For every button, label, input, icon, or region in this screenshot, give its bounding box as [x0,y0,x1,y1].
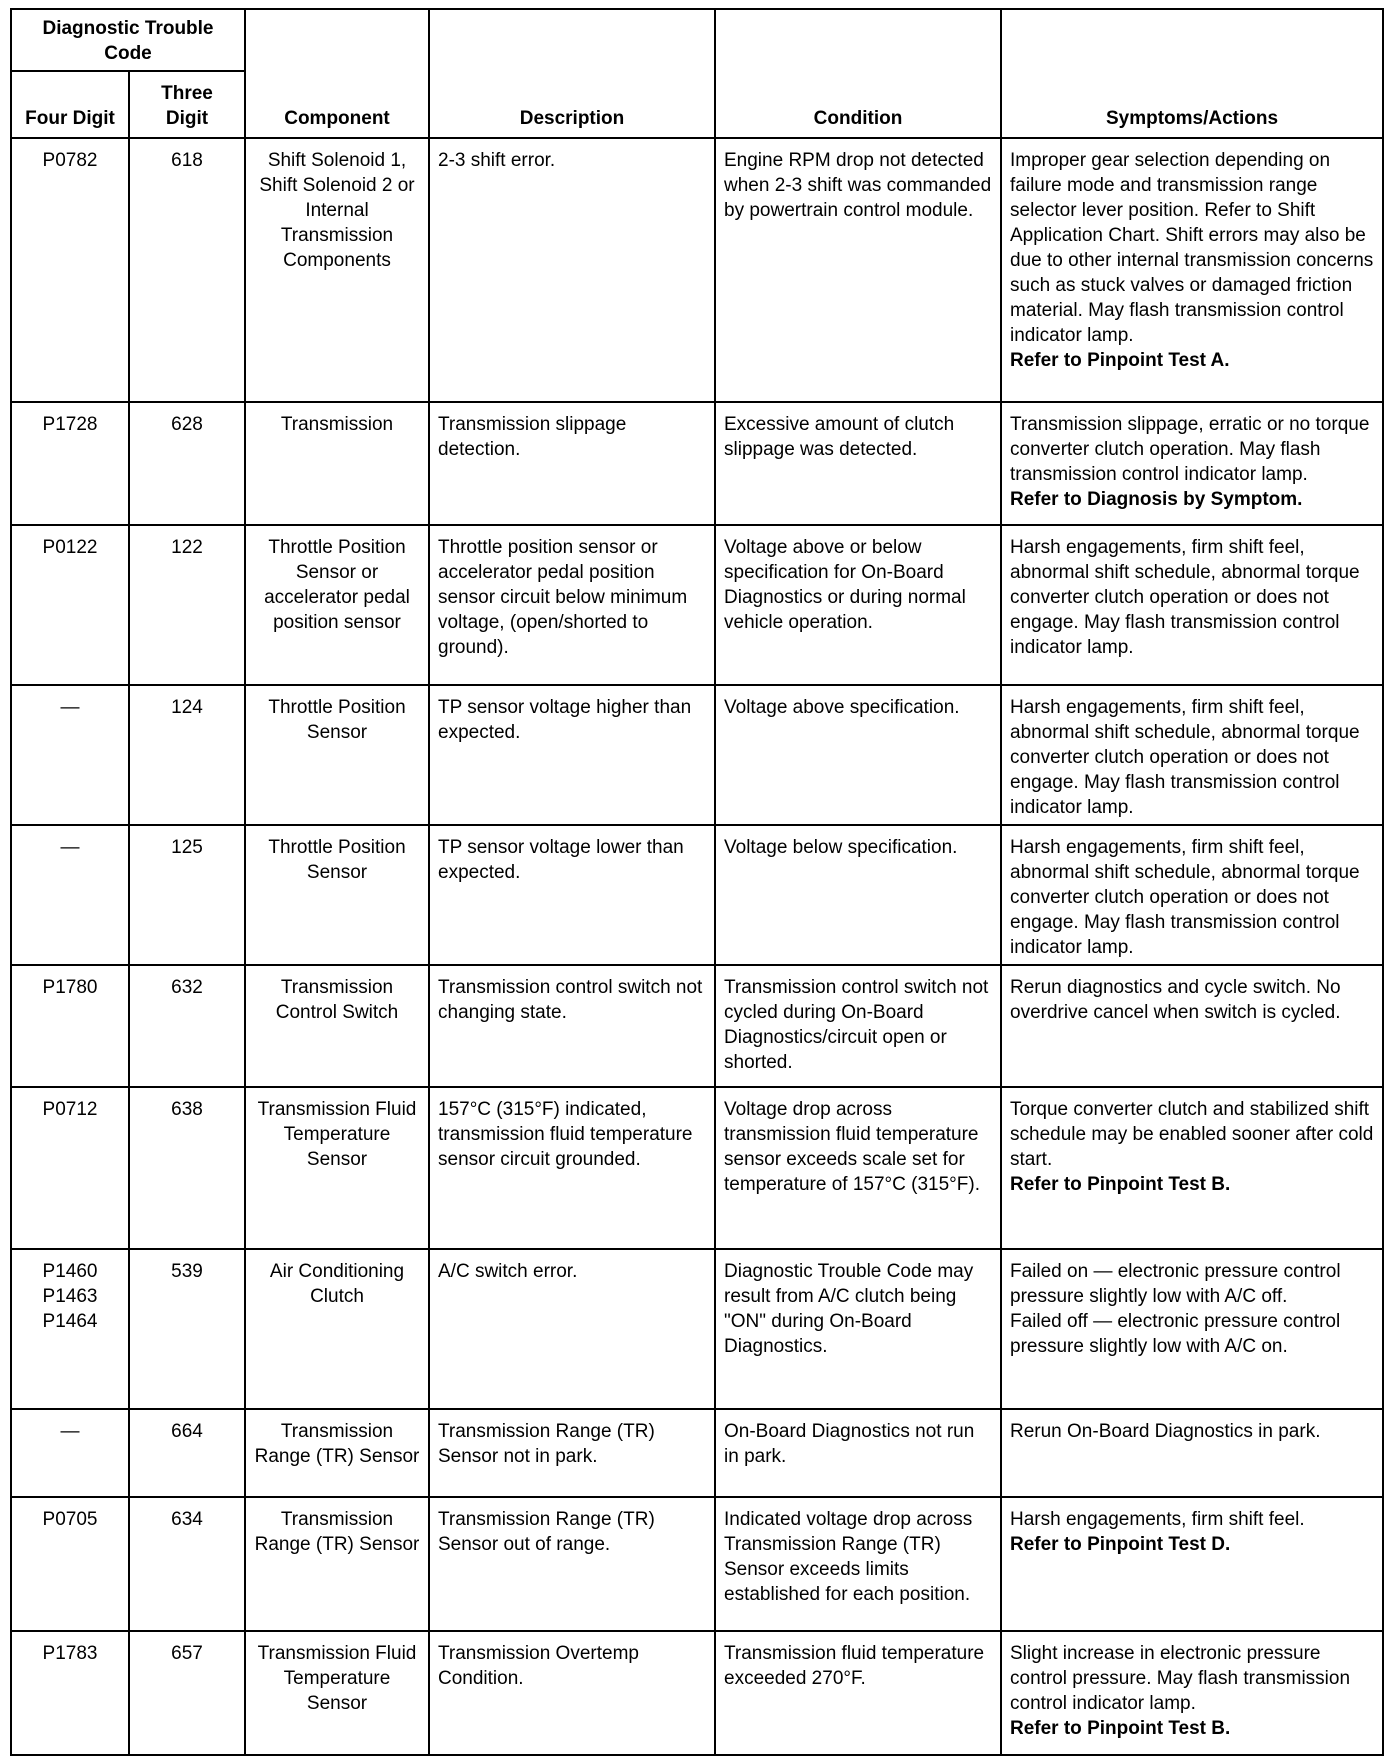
four-digit-code-cell: P1783 [11,1631,129,1755]
three-digit-code-cell: 539 [129,1249,245,1409]
condition-cell: Voltage below specification. [715,825,1001,965]
symptoms-text: Harsh engagements, firm shift feel, abnormal shift schedule, abnormal torque converter clutch operation or does not engage. May flash transmission control indicator lamp. [1010,537,1360,658]
table-row [11,685,1383,825]
three-digit-code-cell: 632 [129,965,245,1087]
action-reference: Refer to Pinpoint Test B. [1010,1174,1231,1195]
component-cell: Transmission Range (TR) Sensor [245,1497,429,1631]
symptoms-actions-cell [1001,825,1383,965]
component-cell: Transmission [245,402,429,525]
four-digit-code-cell: — [11,685,129,825]
symptoms-actions-cell [1001,1497,1383,1631]
table-row [11,402,1383,525]
symptoms-actions-cell [1001,525,1383,685]
component-cell: Throttle Position Sensor or accelerator pedal position sensor [245,525,429,685]
header-three-digit: Three Digit [129,71,245,138]
component-cell: Transmission Control Switch [245,965,429,1087]
symptoms-actions-cell [1001,402,1383,525]
description-cell: Transmission Range (TR) Sensor not in park. [429,1409,715,1497]
three-digit-code-cell: 618 [129,138,245,402]
condition-cell: Voltage above specification. [715,685,1001,825]
header-dtc-group: Diagnostic Trouble Code [11,9,245,71]
three-digit-code-cell: 634 [129,1497,245,1631]
condition-cell: Voltage above or below specification for On-Board Diagnostics or during normal vehicle operation. [715,525,1001,685]
action-reference: Refer to Pinpoint Test B. [1010,1718,1231,1739]
header-symptoms: Symptoms/Actions [1001,9,1383,138]
table-row [11,138,1383,402]
component-cell: Air Conditioning Clutch [245,1249,429,1409]
four-digit-code-cell: P0705 [11,1497,129,1631]
component-cell: Shift Solenoid 1, Shift Solenoid 2 or Internal Transmission Components [245,138,429,402]
description-cell: TP sensor voltage lower than expected. [429,825,715,965]
header-condition: Condition [715,9,1001,138]
condition-cell: On-Board Diagnostics not run in park. [715,1409,1001,1497]
description-cell: Transmission Range (TR) Sensor out of range. [429,1497,715,1631]
condition-cell: Transmission fluid temperature exceeded 270°F. [715,1631,1001,1755]
table-row [11,1497,1383,1631]
component-cell: Throttle Position Sensor [245,685,429,825]
symptoms-actions-cell [1001,1631,1383,1755]
condition-cell: Indicated voltage drop across Transmission Range (TR) Sensor exceeds limits established for each position. [715,1497,1001,1631]
symptoms-actions-cell [1001,965,1383,1087]
three-digit-code-cell: 638 [129,1087,245,1249]
description-cell: Transmission control switch not changing state. [429,965,715,1087]
symptoms-text: Harsh engagements, firm shift feel. [1010,1509,1305,1530]
three-digit-code-cell: 125 [129,825,245,965]
component-cell: Transmission Fluid Temperature Sensor [245,1631,429,1755]
header-component: Component [245,9,429,138]
table-body [11,138,1383,1755]
four-digit-code-cell: P0712 [11,1087,129,1249]
condition-cell: Engine RPM drop not detected when 2-3 shift was commanded by powertrain control module. [715,138,1001,402]
symptoms-text: Improper gear selection depending on failure mode and transmission range selector lever position. Refer to Shift Application Chart. Shift errors may also be due to other internal transmission concerns such as stuck valves or damaged friction material. May flash transmission control indicator lamp. [1010,150,1374,346]
component-cell: Throttle Position Sensor [245,825,429,965]
symptoms-text: Torque converter clutch and stabilized shift schedule may be enabled sooner after cold start. [1010,1099,1374,1170]
description-cell: 157°C (315°F) indicated, transmission fluid temperature sensor circuit grounded. [429,1087,715,1249]
four-digit-code-cell: — [11,1409,129,1497]
description-cell: A/C switch error. [429,1249,715,1409]
four-digit-code-cell: P1728 [11,402,129,525]
symptoms-text: Failed on — electronic pressure control pressure slightly low with A/C off. Failed off — electronic pressure control pressure slightly low with A/C on. [1010,1261,1341,1357]
table-row [11,1409,1383,1497]
three-digit-code-cell: 664 [129,1409,245,1497]
description-cell: Transmission slippage detection. [429,402,715,525]
table-row [11,1087,1383,1249]
description-cell: TP sensor voltage higher than expected. [429,685,715,825]
symptoms-actions-cell [1001,685,1383,825]
symptoms-actions-cell [1001,1249,1383,1409]
table-row [11,825,1383,965]
action-reference: Refer to Diagnosis by Symptom. [1010,489,1303,510]
three-digit-code-cell: 657 [129,1631,245,1755]
symptoms-text: Harsh engagements, firm shift feel, abnormal shift schedule, abnormal torque converter clutch operation or does not engage. May flash transmission control indicator lamp. [1010,697,1360,818]
condition-cell: Voltage drop across transmission fluid temperature sensor exceeds scale set for temperature of 157°C (315°F). [715,1087,1001,1249]
description-cell: 2-3 shift error. [429,138,715,402]
description-cell: Transmission Overtemp Condition. [429,1631,715,1755]
table-row [11,1249,1383,1409]
action-reference: Refer to Pinpoint Test A. [1010,350,1230,371]
symptoms-text: Slight increase in electronic pressure control pressure. May flash transmission control indicator lamp. [1010,1643,1351,1714]
table-row [11,525,1383,685]
table-row [11,1631,1383,1755]
header-four-digit: Four Digit [11,71,129,138]
symptoms-text: Rerun On-Board Diagnostics in park. [1010,1421,1321,1442]
four-digit-code-cell: P1780 [11,965,129,1087]
symptoms-actions-cell [1001,1409,1383,1497]
component-cell: Transmission Fluid Temperature Sensor [245,1087,429,1249]
four-digit-code-cell: — [11,825,129,965]
action-reference: Refer to Pinpoint Test D. [1010,1534,1231,1555]
condition-cell: Diagnostic Trouble Code may result from A/C clutch being "ON" during On-Board Diagnostics. [715,1249,1001,1409]
dtc-table [10,8,1384,1756]
three-digit-code-cell: 122 [129,525,245,685]
description-cell: Throttle position sensor or accelerator pedal position sensor circuit below minimum voltage, (open/shorted to ground). [429,525,715,685]
condition-cell: Transmission control switch not cycled during On-Board Diagnostics/circuit open or shorted. [715,965,1001,1087]
symptoms-text: Harsh engagements, firm shift feel, abnormal shift schedule, abnormal torque converter clutch operation or does not engage. May flash transmission control indicator lamp. [1010,837,1360,958]
four-digit-code-cell: P1460 P1463 P1464 [11,1249,129,1409]
symptoms-actions-cell [1001,1087,1383,1249]
four-digit-code-cell: P0122 [11,525,129,685]
three-digit-code-cell: 124 [129,685,245,825]
symptoms-actions-cell [1001,138,1383,402]
table-header [11,9,1383,138]
four-digit-code-cell: P0782 [11,138,129,402]
symptoms-text: Transmission slippage, erratic or no torque converter clutch operation. May flash transmission control indicator lamp. [1010,414,1370,485]
table-row [11,965,1383,1087]
dtc-table-sheet [10,8,1382,1756]
three-digit-code-cell: 628 [129,402,245,525]
header-description: Description [429,9,715,138]
symptoms-text: Rerun diagnostics and cycle switch. No overdrive cancel when switch is cycled. [1010,977,1341,1023]
condition-cell: Excessive amount of clutch slippage was detected. [715,402,1001,525]
component-cell: Transmission Range (TR) Sensor [245,1409,429,1497]
